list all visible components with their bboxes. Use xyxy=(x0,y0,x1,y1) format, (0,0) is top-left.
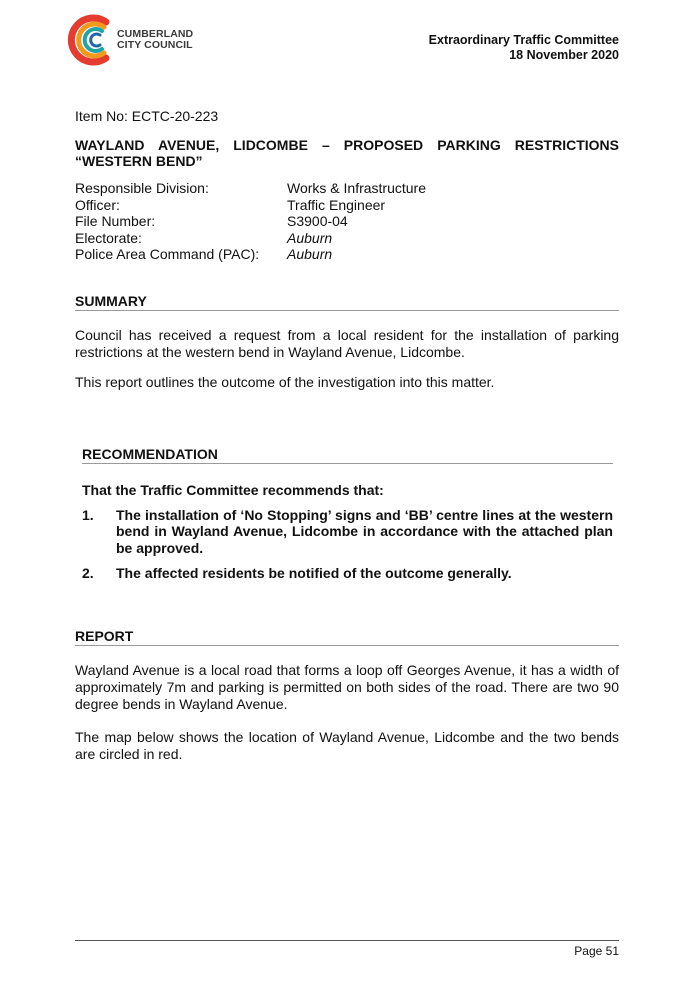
list-item xyxy=(82,565,613,581)
council-logo xyxy=(66,12,196,68)
report-paragraph-2: The map below shows the location of Wayland Avenue, Lidcombe and the two bends are circled in red. xyxy=(75,729,619,762)
logo-line-1: CUMBERLAND xyxy=(117,28,194,40)
detail-label: Police Area Command (PAC): xyxy=(75,246,260,263)
list-item-text: The installation of ‘No Stopping’ signs and ‘BB’ centre lines at the western bend in Wayland Avenue, Lidcombe in accordance with the attached plan be approved. xyxy=(116,507,613,556)
list-item xyxy=(82,507,613,556)
list-item-text: The affected residents be notified of the outcome generally. xyxy=(116,565,512,582)
detail-row xyxy=(75,246,426,263)
report-paragraph-1: Wayland Avenue is a local road that forms a loop off Georges Avenue, it has a width of approximately 7m and parking is permitted on both sides of the road. There are two 90 degree bends in Wayland Avenue. xyxy=(75,662,619,712)
recommendation-intro: That the Traffic Committee recommends that: xyxy=(82,482,384,498)
detail-value: Auburn xyxy=(287,246,333,263)
recommendation-list xyxy=(82,507,613,591)
detail-label: File Number: xyxy=(75,213,156,230)
list-item-number: 2. xyxy=(82,565,94,582)
detail-label: Responsible Division: xyxy=(75,180,209,196)
summary-paragraph-2: This report outlines the outcome of the investigation into this matter. xyxy=(75,374,495,390)
recommendation-heading: RECOMMENDATION xyxy=(82,446,613,464)
detail-label: Electorate: xyxy=(75,229,142,246)
council-logo-icon xyxy=(66,12,116,68)
report-details xyxy=(75,180,426,263)
logo-line-2: CITY COUNCIL xyxy=(117,39,193,51)
detail-row xyxy=(75,197,426,214)
committee-name: Extraordinary Traffic Committee xyxy=(428,33,619,47)
title-line-2: “WESTERN BEND” xyxy=(75,153,203,169)
detail-row xyxy=(75,213,426,230)
meeting-date: 18 November 2020 xyxy=(509,48,619,62)
logo-text xyxy=(117,29,193,51)
item-number: Item No: ECTC-20-223 xyxy=(75,108,219,124)
detail-label: Officer: xyxy=(75,196,120,213)
footer-divider xyxy=(75,940,619,941)
report-title xyxy=(75,137,619,169)
detail-value: S3900-04 xyxy=(287,213,348,230)
detail-value: Auburn xyxy=(287,229,333,246)
summary-heading: SUMMARY xyxy=(75,293,619,311)
title-line-1: WAYLAND AVENUE, LIDCOMBE – PROPOSED PARKING RESTRICTIONS xyxy=(75,137,619,153)
detail-row xyxy=(75,180,426,197)
detail-row xyxy=(75,230,426,247)
detail-value: Traffic Engineer xyxy=(287,196,386,213)
detail-value: Works & Infrastructure xyxy=(287,180,427,196)
list-item-number: 1. xyxy=(82,507,94,523)
report-heading: REPORT xyxy=(75,628,619,646)
page-number: Page 51 xyxy=(574,944,619,958)
document-header xyxy=(429,33,619,63)
summary-paragraph-1: Council has received a request from a local resident for the installation of parking restrictions at the western bend in Wayland Avenue, Lidcombe. xyxy=(75,327,619,360)
